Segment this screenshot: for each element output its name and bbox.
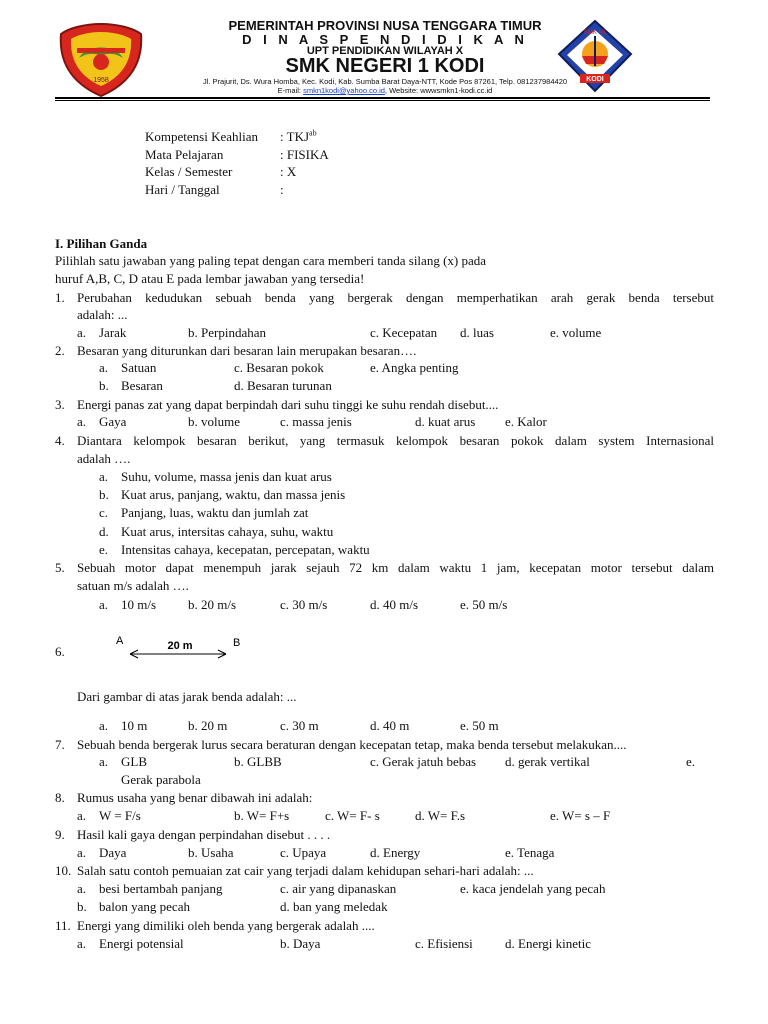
option-text: d. luas (460, 325, 494, 340)
header-contact: E-mail: smkn1kodi@yahoo.co.id, Website: wwwsmkn1-kodi.cc.id (277, 86, 493, 95)
option-text: e. 50 m/s (460, 597, 508, 612)
option-text: e. Angka penting (370, 360, 459, 375)
school-name: SMK NEGERI 1 KODI (285, 55, 485, 77)
instruction-line: huruf A,B, C, D atau E pada lembar jawaban yang tersedia! (55, 271, 365, 286)
option-text: d. W= F.s (415, 808, 466, 823)
option-text: Energi potensial (99, 936, 184, 951)
email-link[interactable]: smkn1kodi@yahoo.co.id (303, 86, 385, 95)
option-text: c. Gerak jatuh bebas (370, 754, 477, 769)
option-letter: b. (99, 378, 109, 393)
question-text: adalah …. (77, 451, 131, 466)
option-letter: a. (77, 414, 87, 429)
question-text: Sebuah benda bergerak lurus secara beraturan dengan kecepatan tetap, maka benda tersebut melakukan.... (77, 737, 627, 752)
option-letter: a. (99, 360, 109, 375)
question-text: Salah satu contoh pemuaian zat cair yang terjadi dalam kehidupan sehari-hari adalah: ... (77, 863, 534, 878)
question-text: satuan m/s adalah …. (77, 578, 189, 593)
option-letter: c. (99, 505, 109, 520)
option-letter: a. (99, 754, 109, 769)
question-text: Hasil kali gaya dengan perpindahan disebut . . . . (77, 827, 331, 842)
option-text: e. Tenaga (505, 845, 555, 860)
question-text: Energi yang dimiliki oleh benda yang bergerak adalah .... (77, 918, 375, 933)
header-province: PEMERINTAH PROVINSI NUSA TENGGARA TIMUR (228, 18, 542, 33)
website-text: wwwsmkn1-kodi.cc.id (420, 86, 493, 95)
option-text: Gaya (99, 414, 127, 429)
option-text: Daya (99, 845, 127, 860)
option-text: b. Perpindahan (188, 325, 266, 340)
option-text: Jarak (99, 325, 127, 340)
question-number: 10. (55, 863, 72, 878)
option-text: b. Usaha (188, 845, 234, 860)
option-text: e. volume (550, 325, 602, 340)
option-text: Besaran (121, 378, 163, 393)
option-text: W = F/s (99, 808, 141, 823)
option-text: d. ban yang meledak (280, 899, 388, 914)
option-letter: b. (77, 899, 87, 914)
option-text: e. 50 m (460, 718, 499, 733)
option-text: d. Besaran turunan (234, 378, 332, 393)
option-text: c. Kecepatan (370, 325, 438, 340)
info-label-date: Hari / Tanggal (145, 182, 220, 197)
info-label-subject: Mata Pelajaran (145, 147, 224, 162)
option-text: GLB (121, 754, 147, 769)
option-text: e. kaca jendelah yang pecah (460, 881, 606, 896)
info-label-class: Kelas / Semester (145, 164, 233, 179)
option-text: c. Efisiensi (415, 936, 473, 951)
info-label-competency: Kompetensi Keahlian (145, 129, 258, 144)
option-text: Satuan (121, 360, 157, 375)
option-letter: e. (686, 754, 696, 769)
instruction-line: Pilihlah satu jawaban yang paling tepat dengan cara memberi tanda silang (x) pada (55, 253, 487, 268)
option-text: b. 20 m/s (188, 597, 237, 612)
question-number: 5. (55, 560, 65, 575)
option-letter: a. (99, 718, 109, 733)
distance-figure (110, 630, 250, 666)
option-letter: b. (99, 487, 109, 502)
option-letter: a. (77, 325, 87, 340)
option-letter: a. (77, 936, 87, 951)
info-value-date: : (280, 182, 284, 197)
option-text: c. 30 m (280, 718, 319, 733)
option-text: e. W= s – F (550, 808, 611, 823)
question-number: 1. (55, 290, 65, 305)
question-text: Rumus usaha yang benar dibawah ini adalah: (77, 790, 313, 805)
option-text: 10 m/s (121, 597, 157, 612)
option-text: b. W= F+s (234, 808, 290, 823)
info-value-class: : X (280, 164, 297, 179)
logo-bottom-text: KODI (586, 76, 604, 83)
header-rule (55, 97, 710, 99)
option-letter: a. (77, 845, 87, 860)
question-text: adalah: ... (77, 307, 128, 322)
option-letter: a. (99, 597, 109, 612)
figure-distance-label: 20 m (167, 640, 193, 652)
figure-label-b: B (233, 637, 241, 649)
option-text: c. massa jenis (280, 414, 352, 429)
header-address: Jl. Prajurit, Ds. Wura Homba, Kec. Kodi, Kab. Sumba Barat Daya-NTT, Kode Pos 87261, Telp. 081237984420 (202, 77, 568, 86)
question-number: 7. (55, 737, 65, 752)
header-dinas: D I N A S P E N D I D I K A N (242, 32, 528, 47)
option-text: b. GLBB (234, 754, 282, 769)
info-value-competency: : $TKJ^{ab}$ (280, 128, 317, 144)
option-letter: a. (77, 808, 87, 823)
option-letter: a. (77, 881, 87, 896)
question-number: 11. (55, 918, 71, 933)
option-text: d. kuat arus (415, 414, 476, 429)
option-text: d. Energy (370, 845, 421, 860)
province-emblem-icon (55, 20, 147, 100)
option-letter: a. (99, 469, 109, 484)
option-text: d. 40 m/s (370, 597, 419, 612)
option-text: c. air yang dipanaskan (280, 881, 397, 896)
option-text: e. Kalor (505, 414, 547, 429)
option-letter: e. (99, 542, 109, 557)
option-text: 10 m (121, 718, 148, 733)
option-text: Kuat arus, intersitas cahaya, suhu, waktu (121, 524, 334, 539)
option-letter: d. (99, 524, 109, 539)
option-text: Intensitas cahaya, kecepatan, percepatan, waktu (121, 542, 370, 557)
section-title: I. Pilihan Ganda (55, 236, 148, 251)
question-number: 2. (55, 343, 65, 358)
option-text: b. Daya (280, 936, 321, 951)
header-upt: UPT PENDIDIKAN WILAYAH X (306, 45, 464, 57)
option-text: Gerak parabola (121, 772, 201, 787)
option-text: balon yang pecah (99, 899, 190, 914)
option-text: b. 20 m (188, 718, 228, 733)
option-text: d. Energi kinetic (505, 936, 592, 951)
school-logo-icon (555, 18, 635, 94)
option-text: Panjang, luas, waktu dan jumlah zat (121, 505, 309, 520)
option-text: Kuat arus, panjang, waktu, dan massa jenis (121, 487, 346, 502)
logo-top-text: SMK N1 (583, 30, 607, 36)
option-text: c. W= F- s (325, 808, 380, 823)
option-text: c. 30 m/s (280, 597, 328, 612)
header-rule-thin (55, 100, 710, 101)
question-number: 4. (55, 433, 65, 448)
option-text: Suhu, volume, massa jenis dan kuat arus (121, 469, 332, 484)
option-text: b. volume (188, 414, 240, 429)
emblem-year: 1958 (93, 77, 109, 84)
option-text: c. Upaya (280, 845, 327, 860)
question-number: 6. (55, 644, 65, 659)
question-text: Dari gambar di atas jarak benda adalah: ... (77, 689, 297, 704)
question-text: Perubahan kedudukan sebuah benda yang bergerak dengan memperhatikan arah gerak benda tersebut (77, 290, 714, 305)
option-text: d. gerak vertikal (505, 754, 590, 769)
option-text: c. Besaran pokok (234, 360, 324, 375)
info-value-subject: : FISIKA (280, 147, 329, 162)
question-text: Energi panas zat yang dapat berpindah dari suhu tinggi ke suhu rendah disebut.... (77, 397, 499, 412)
option-text: besi bertambah panjang (99, 881, 223, 896)
question-number: 9. (55, 827, 65, 842)
question-number: 8. (55, 790, 65, 805)
question-text: Sebuah motor dapat menempuh jarak sejauh 72 km dalam waktu 1 jam, kecepatan motor tersebut dalam (77, 560, 714, 575)
question-number: 3. (55, 397, 65, 412)
question-text: Besaran yang diturunkan dari besaran lain merupakan besaran…. (77, 343, 417, 358)
figure-label-a: A (116, 635, 124, 647)
question-text: Diantara kelompok besaran berikut, yang termasuk kelompok besaran pokok dalam system Internasional (77, 433, 714, 448)
option-text: d. 40 m (370, 718, 410, 733)
